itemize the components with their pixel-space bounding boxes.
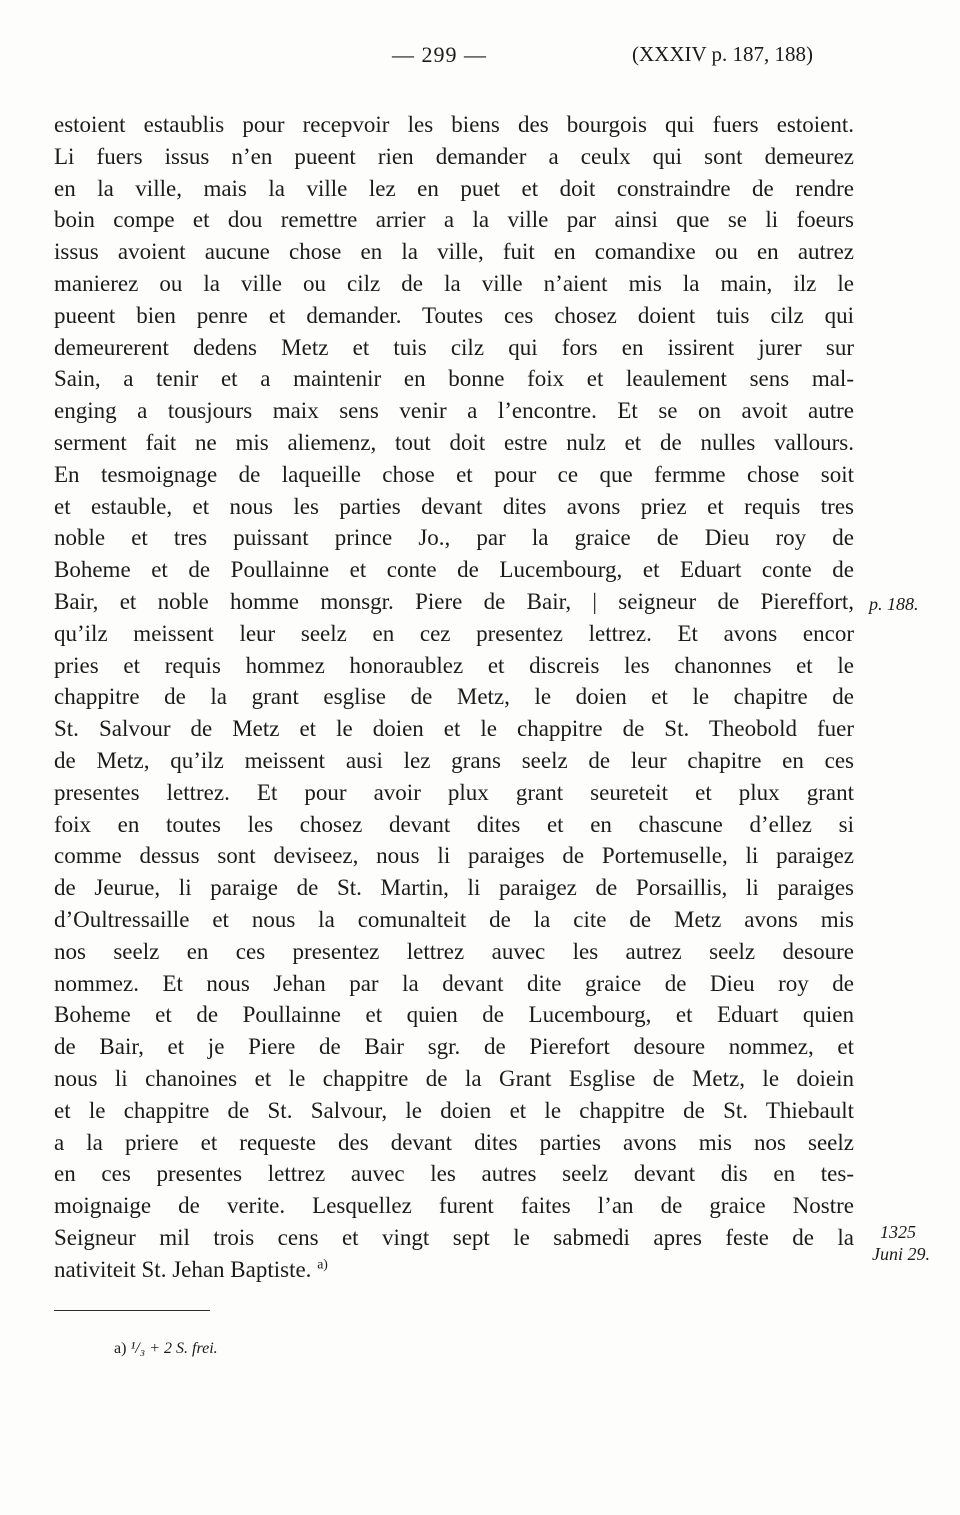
text-line: presentes lettrez. Et pour avoir plux grant seureteit et plux grant (54, 779, 854, 805)
text-line: nos seelz en ces presentez lettrez auvec les autrez seelz desoure (54, 938, 854, 964)
text-line: nommez. Et nous Jehan par la devant dite graice de Dieu roy de (54, 970, 854, 996)
footnote-rule (54, 1310, 210, 1311)
text-line: chappitre de la grant esglise de Metz, le doien et le chapitre de (54, 684, 854, 710)
text-line: de Jeurue, li paraige de St. Martin, li paraigez de Porsaillis, li paraiges (54, 875, 854, 901)
body-text (54, 109, 854, 1285)
text-line: Sain, a tenir et a maintenir en bonne foix et leaulement sens mal- (54, 366, 854, 392)
footnote-reference-marker: a) (317, 1256, 328, 1272)
text-line: et estauble, et nous les parties devant dites avons priez et requis tres (54, 493, 854, 519)
text-line: En tesmoignage de laqueille chose et pour ce que fermme chose soit (54, 461, 854, 487)
text-line: Boheme et de Poullainne et conte de Lucembourg, et Eduart conte de (54, 557, 854, 583)
footnote-text: ¹/₃ + 2 S. frei. (130, 1340, 218, 1357)
text-line: enging a tousjours maix sens venir a l’encontre. Et se on avoit autre (54, 398, 854, 424)
text-line: boin compe et dou remettre arrier a la ville par ainsi que se li foeurs (54, 207, 854, 233)
text-line: nous li chanoines et le chappitre de la Grant Esglise de Metz, le doiein (54, 1065, 854, 1091)
text-line: et le chappitre de St. Salvour, le doien et le chappitre de St. Thiebault (54, 1097, 854, 1123)
text-line: foix en toutes les chosez devant dites et en chascune d’ellez si (54, 811, 854, 837)
footnote (114, 1340, 218, 1358)
text-line: de Metz, qu’ilz meissent ausi lez grans seelz de leur chapitre en ces (54, 747, 854, 773)
text-line: Seigneur mil trois cens et vingt sept le sabmedi apres feste de la (54, 1224, 854, 1250)
text-line: de Bair, et je Piere de Bair sgr. de Pierefort desoure nommez, et (54, 1034, 854, 1060)
text-line: pries et requis hommez honoraublez et discreis les chanonnes et le (54, 652, 854, 678)
text-line: manierez ou la ville ou cilz de la ville n’aient mis la main, ilz le (54, 270, 854, 296)
text-line: demeurerent dedens Metz et tuis cilz qui fors en issirent jurer sur (54, 334, 854, 360)
text-line: qu’ilz meissent leur seelz en cez presentez lettrez. Et avons encor (54, 620, 854, 646)
margin-year: 1325 (880, 1222, 916, 1242)
text-line: a la priere et requeste des devant dites parties avons mis nos seelz (54, 1129, 854, 1155)
text-line: comme dessus sont deviseez, nous li paraiges de Portemuselle, li paraigez (54, 843, 854, 869)
text-line: estoient estaublis pour recepvoir les biens des bourgois qui fuers estoient. (54, 112, 854, 137)
text-line: issus avoient aucune chose en la ville, fuit en comandixe ou en autrez (54, 239, 854, 265)
text-line: d’Oultressaille et nous la comunalteit de la cite de Metz avons mis (54, 906, 854, 932)
margin-date: Juni 29. (872, 1244, 930, 1264)
footnote-marker: a) (114, 1340, 127, 1357)
header-reference: (XXXIV p. 187, 188) (632, 42, 814, 66)
text-line: nativiteit St. Jehan Baptiste. $^{a)}$ (54, 1256, 328, 1282)
text-line: serment fait ne mis aliemenz, tout doit estre nulz et de nulles vallours. (54, 429, 854, 455)
text-line: Bair, et noble homme monsgr. Piere de Bair, | seigneur de Piereffort, (54, 588, 854, 614)
text-line: moignaige de verite. Lesquellez furent faites l’an de graice Nostre (54, 1193, 854, 1219)
text-line: noble et tres puissant prince Jo., par la graice de Dieu roy de (54, 525, 854, 551)
running-header (0, 40, 960, 80)
text-line: pueent bien penre et demander. Toutes ces chosez doient tuis cilz qui (54, 302, 854, 328)
margin-page-reference: p. 188. (869, 594, 919, 614)
page-number: — 299 — (392, 42, 487, 67)
text-line: en la ville, mais la ville lez en puet et doit constraindre de rendre (54, 175, 854, 201)
text-line: Boheme et de Poullainne et quien de Lucembourg, et Eduart quien (54, 1002, 854, 1028)
text-line: St. Salvour de Metz et le doien et le chappitre de St. Theobold fuer (54, 716, 854, 742)
text-line: Li fuers issus n’en pueent rien demander a ceulx qui sont demeurez (54, 143, 854, 169)
text-line: en ces presentes lettrez auvec les autres seelz devant dis en tes- (54, 1161, 854, 1187)
